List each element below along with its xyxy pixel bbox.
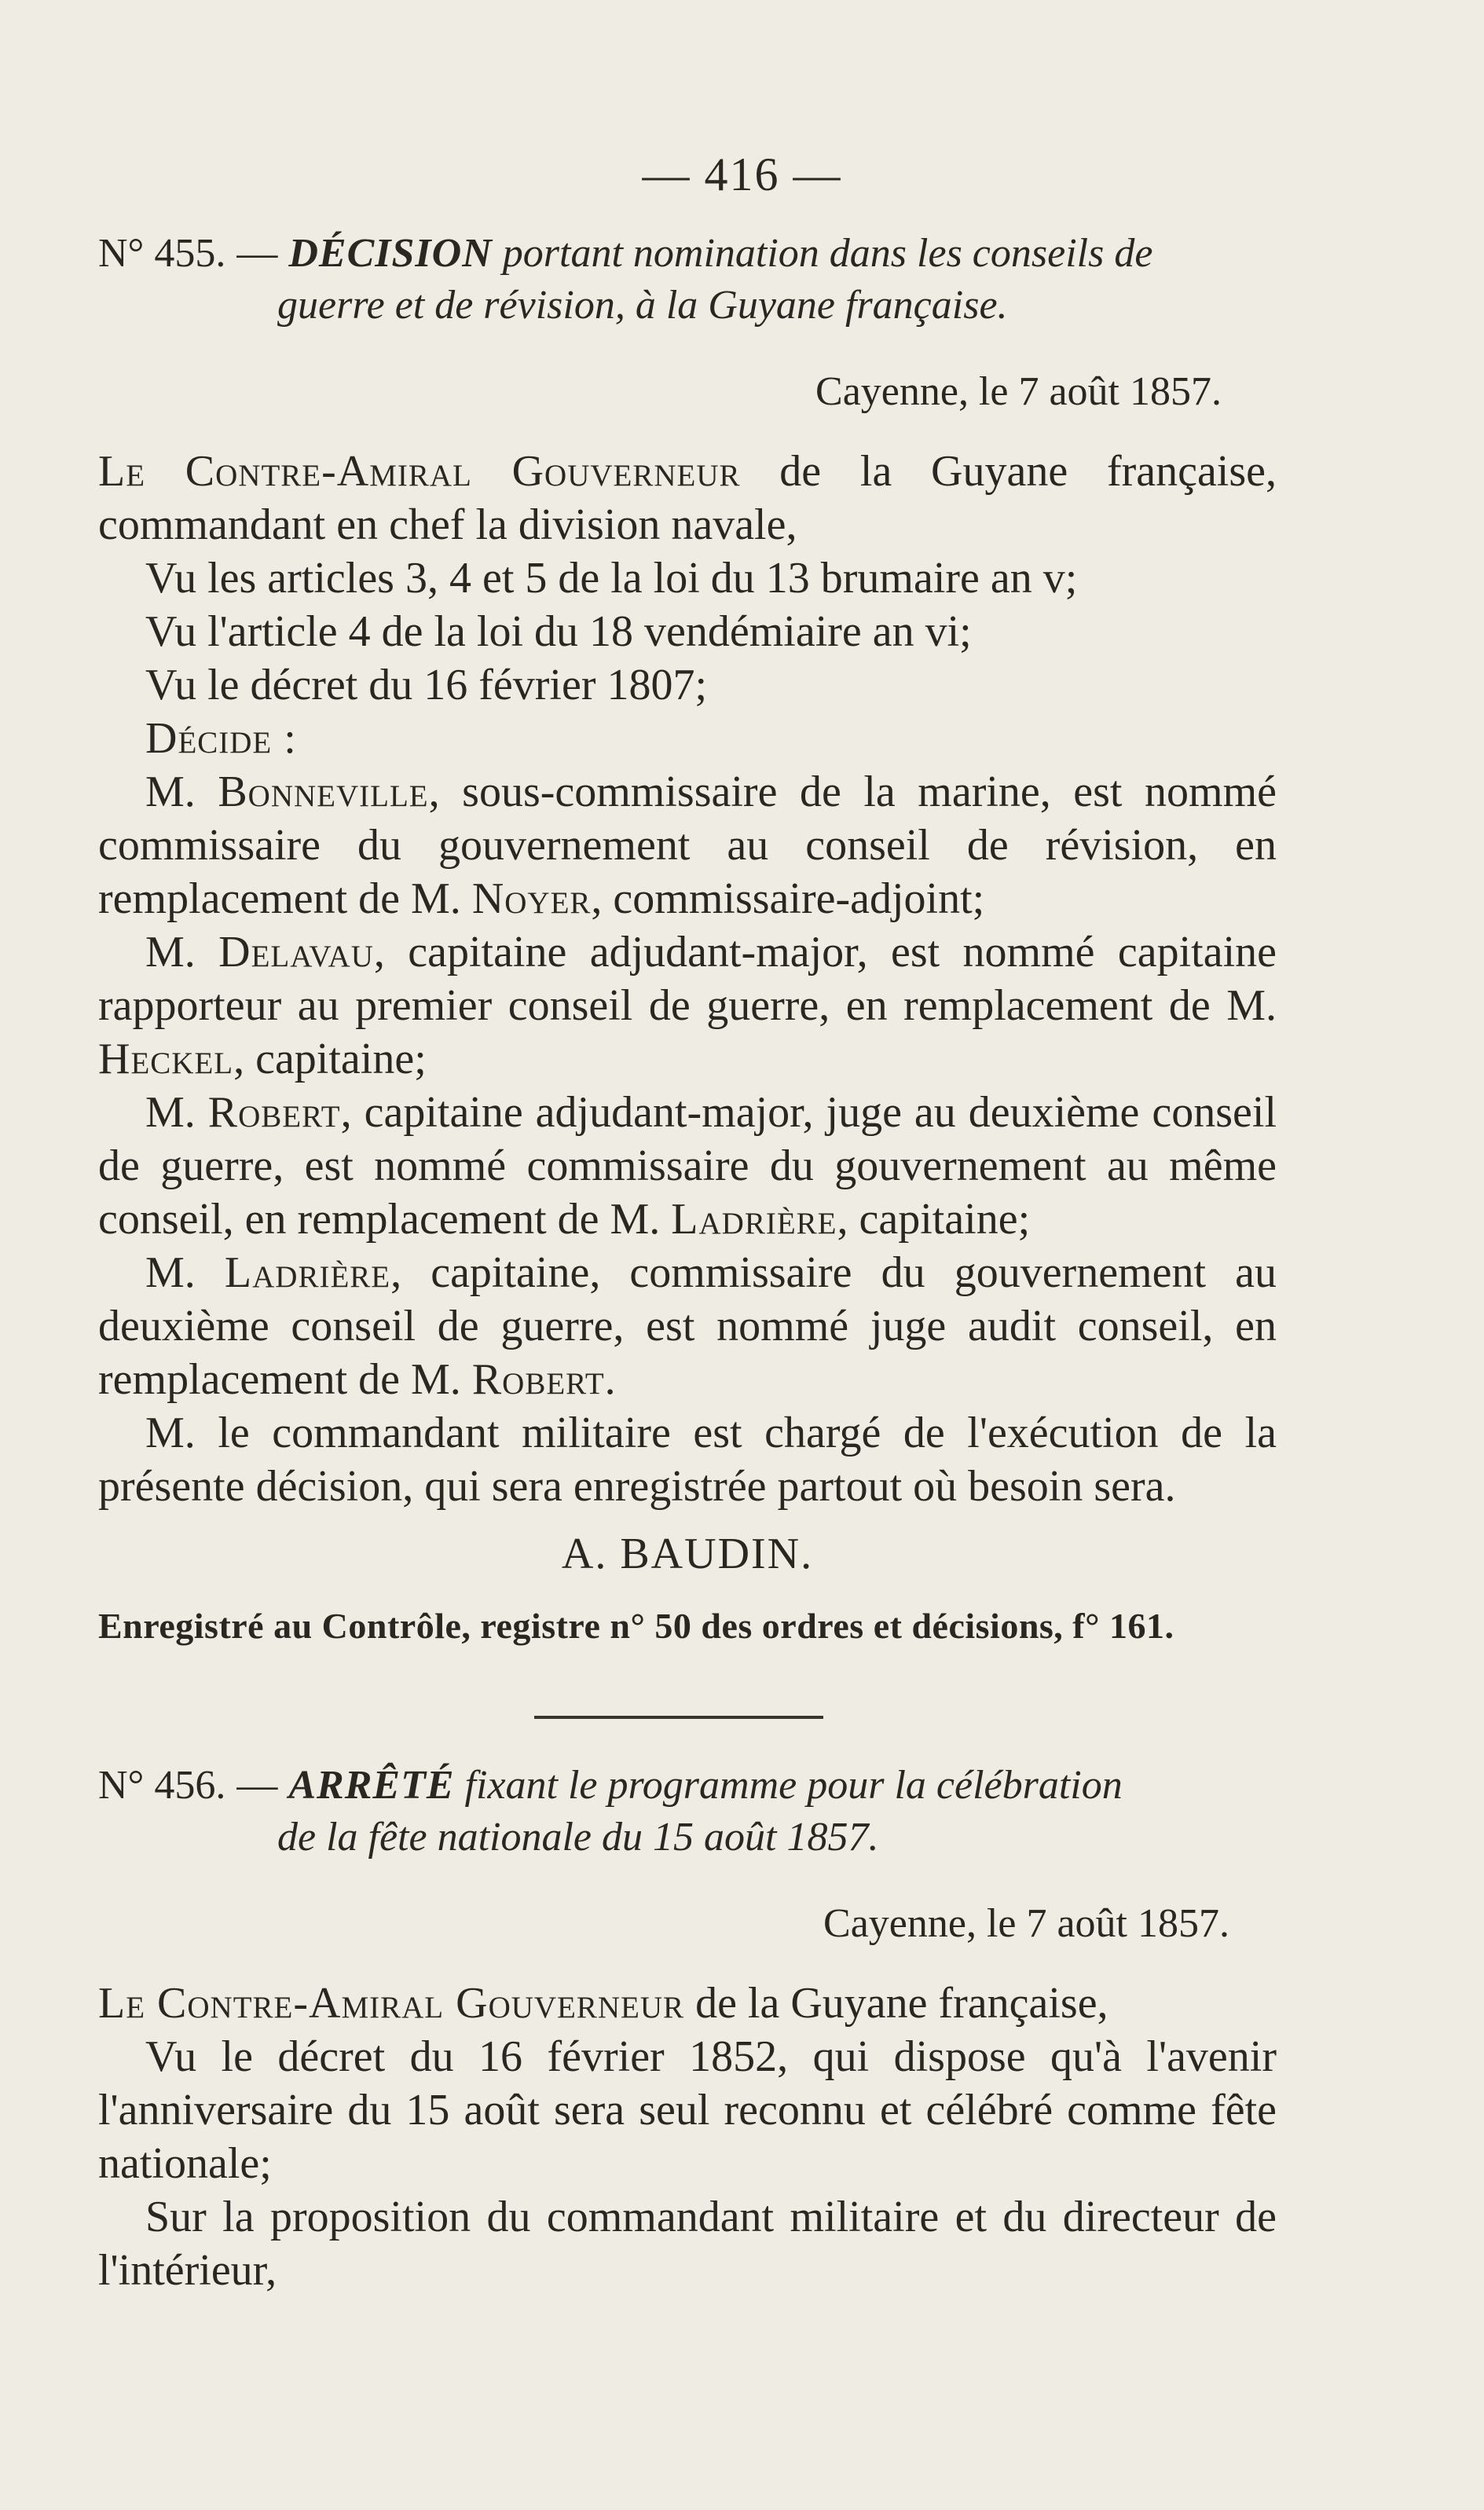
decision-date: Cayenne, le 7 août 1857. xyxy=(823,1901,1229,1946)
consideration: Sur la proposition du commandant militaire et du directeur de l'intérieur, xyxy=(98,2193,1277,2295)
person-name: Robert xyxy=(471,1355,605,1404)
consideration: Vu le décret du 16 février 1852, qui dispose qu'à l'avenir l'anniversaire du 15 août sera seul reconnu et célébré comme fête nationale; xyxy=(98,2032,1277,2188)
decision-date: Cayenne, le 7 août 1857. xyxy=(815,369,1222,414)
heading-dash: — xyxy=(236,1763,278,1808)
decision-kind: DÉCISION xyxy=(288,231,493,276)
heading-dash: — xyxy=(236,231,278,276)
decision-kind: ARRÊTÉ xyxy=(288,1763,455,1808)
consideration: Vu les articles 3, 4 et 5 de la loi du 13 brumaire an v; xyxy=(145,554,1078,603)
decision-heading xyxy=(98,1760,1277,1863)
preamble-authority: Le Contre-Amiral Gouverneur xyxy=(98,1979,685,2028)
person-name: Ladrière xyxy=(671,1195,837,1244)
decision-subject-line1: fixant le programme pour la célébration xyxy=(464,1763,1123,1808)
decision-subject-line2: guerre et de révision, à la Guyane française. xyxy=(277,283,1008,328)
decision-body xyxy=(98,1977,1277,2297)
person-name: Noyer xyxy=(471,874,592,923)
signature: A. BAUDIN. xyxy=(561,1530,814,1578)
person-name: Delavau xyxy=(218,928,374,977)
article: M. Ladrière, capitaine, commissaire du gouvernement au deuxième conseil de guerre, est nommé juge audit conseil, en remplacement de M. Robert. xyxy=(98,1248,1277,1404)
decision-body xyxy=(98,445,1277,1513)
page-number: — 416 — xyxy=(642,148,842,200)
preamble xyxy=(98,1977,1277,2030)
consideration: Vu le décret du 16 février 1807; xyxy=(145,661,708,709)
preamble-rest: de la Guyane française, xyxy=(695,1979,1108,2028)
decision-number: N° 456. xyxy=(98,1763,226,1808)
decision-number: N° 455. xyxy=(98,231,226,276)
person-name: Bonneville xyxy=(218,768,429,816)
section-separator xyxy=(534,1716,823,1719)
decision-456 xyxy=(98,1760,1277,2297)
execution-clause: M. le commandant militaire est chargé de l'exécution de la présente décision, qui sera enregistrée partout où besoin sera. xyxy=(98,1409,1277,1511)
decision-subject-line1: portant nomination dans les conseils de xyxy=(502,231,1153,276)
preamble xyxy=(98,445,1277,551)
article: M. Bonneville, sous-commissaire de la marine, est nommé commissaire du gouvernement au conseil de révision, en remplacement de M. Noyer, commissaire-adjoint; xyxy=(98,768,1277,923)
person-name: Robert xyxy=(207,1088,341,1137)
consideration: Vu l'article 4 de la loi du 18 vendémiaire an vi; xyxy=(145,607,972,656)
article: M. Robert, capitaine adjudant-major, juge au deuxième conseil de guerre, est nommé commissaire du gouvernement au même conseil, en remplacement de M. Ladrière, capitaine; xyxy=(98,1088,1277,1244)
preamble-authority: Le Contre-Amiral Gouverneur xyxy=(98,447,741,496)
decision-subject-line2: de la fête nationale du 15 août 1857. xyxy=(277,1815,879,1860)
article: M. Delavau, capitaine adjudant-major, est nommé capitaine rapporteur au premier conseil de guerre, en remplacement de M. Heckel, capitaine; xyxy=(98,928,1277,1083)
decision-455 xyxy=(98,228,1277,1651)
decide-label: Décide : xyxy=(145,714,297,763)
registration-note: Enregistré au Contrôle, registre n° 50 des ordres et décisions, f° 161. xyxy=(98,1606,1174,1646)
decision-heading xyxy=(98,228,1277,332)
preamble-rest: de la Guyane française, commandant en chef la division navale, xyxy=(98,447,1277,549)
person-name: Ladrière xyxy=(224,1248,391,1297)
person-name: Heckel xyxy=(98,1035,234,1083)
